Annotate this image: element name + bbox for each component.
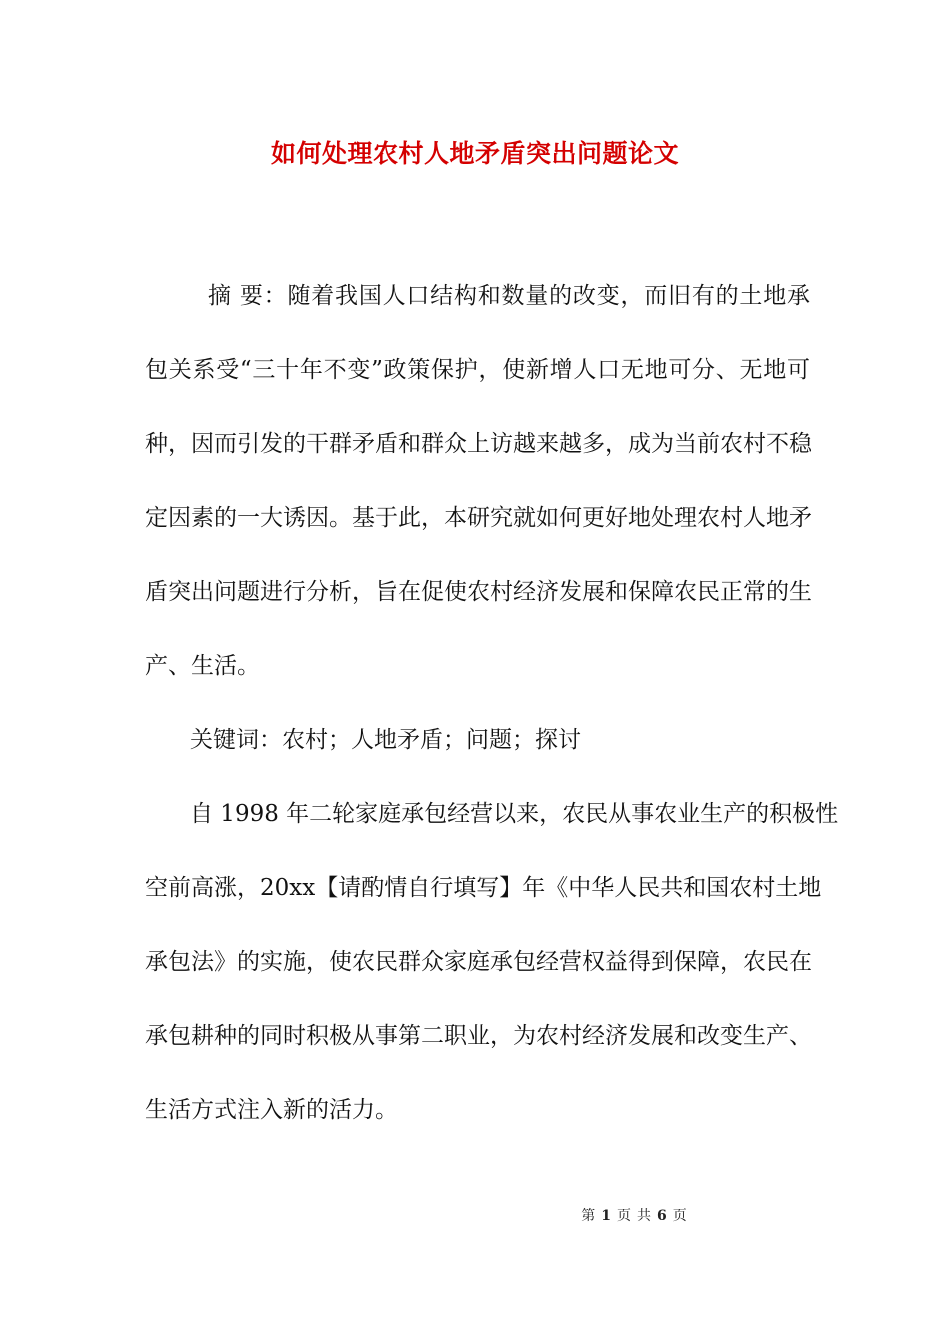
abstract-line-6: 产、生活。 <box>145 653 260 679</box>
footer-page-number: 1 <box>601 1208 611 1224</box>
footer-page-label: 页 <box>617 1208 631 1224</box>
body-line-4: 承包耕种的同时积极从事第二职业，为农村经济发展和改变生产、 <box>145 1023 812 1049</box>
body-line-2: 空前高涨，20xx【请酌情自行填写】年《中华人民共和国农村土地 <box>145 875 822 901</box>
footer-total-label: 共 <box>637 1208 651 1224</box>
body-line-5: 生活方式注入新的活力。 <box>145 1097 398 1123</box>
abstract-line-2: 包关系受“三十年不变”政策保护，使新增人口无地可分、无地可 <box>145 357 810 383</box>
keywords-line: 关键词：农村；人地矛盾；问题；探讨 <box>190 727 581 753</box>
footer-total-pages: 6 <box>657 1208 667 1224</box>
footer-prefix: 第 <box>581 1208 596 1224</box>
page-title: 如何处理农村人地矛盾突出问题论文 <box>270 139 679 168</box>
page-footer <box>0 1206 950 1226</box>
footer-suffix: 页 <box>672 1208 687 1224</box>
abstract-line-4: 定因素的一大诱因。基于此，本研究就如何更好地处理农村人地矛 <box>145 505 812 531</box>
abstract-line-5: 盾突出问题进行分析，旨在促使农村经济发展和保障农民正常的生 <box>145 579 812 605</box>
body-line-1: 自 1998 年二轮家庭承包经营以来，农民从事农业生产的积极性 <box>190 801 839 827</box>
abstract-line-1: 摘 要：随着我国人口结构和数量的改变，而旧有的土地承 <box>208 283 810 309</box>
abstract-line-3: 种，因而引发的干群矛盾和群众上访越来越多，成为当前农村不稳 <box>145 431 812 457</box>
body-line-3: 承包法》的实施，使农民群众家庭承包经营权益得到保障，农民在 <box>145 949 812 975</box>
